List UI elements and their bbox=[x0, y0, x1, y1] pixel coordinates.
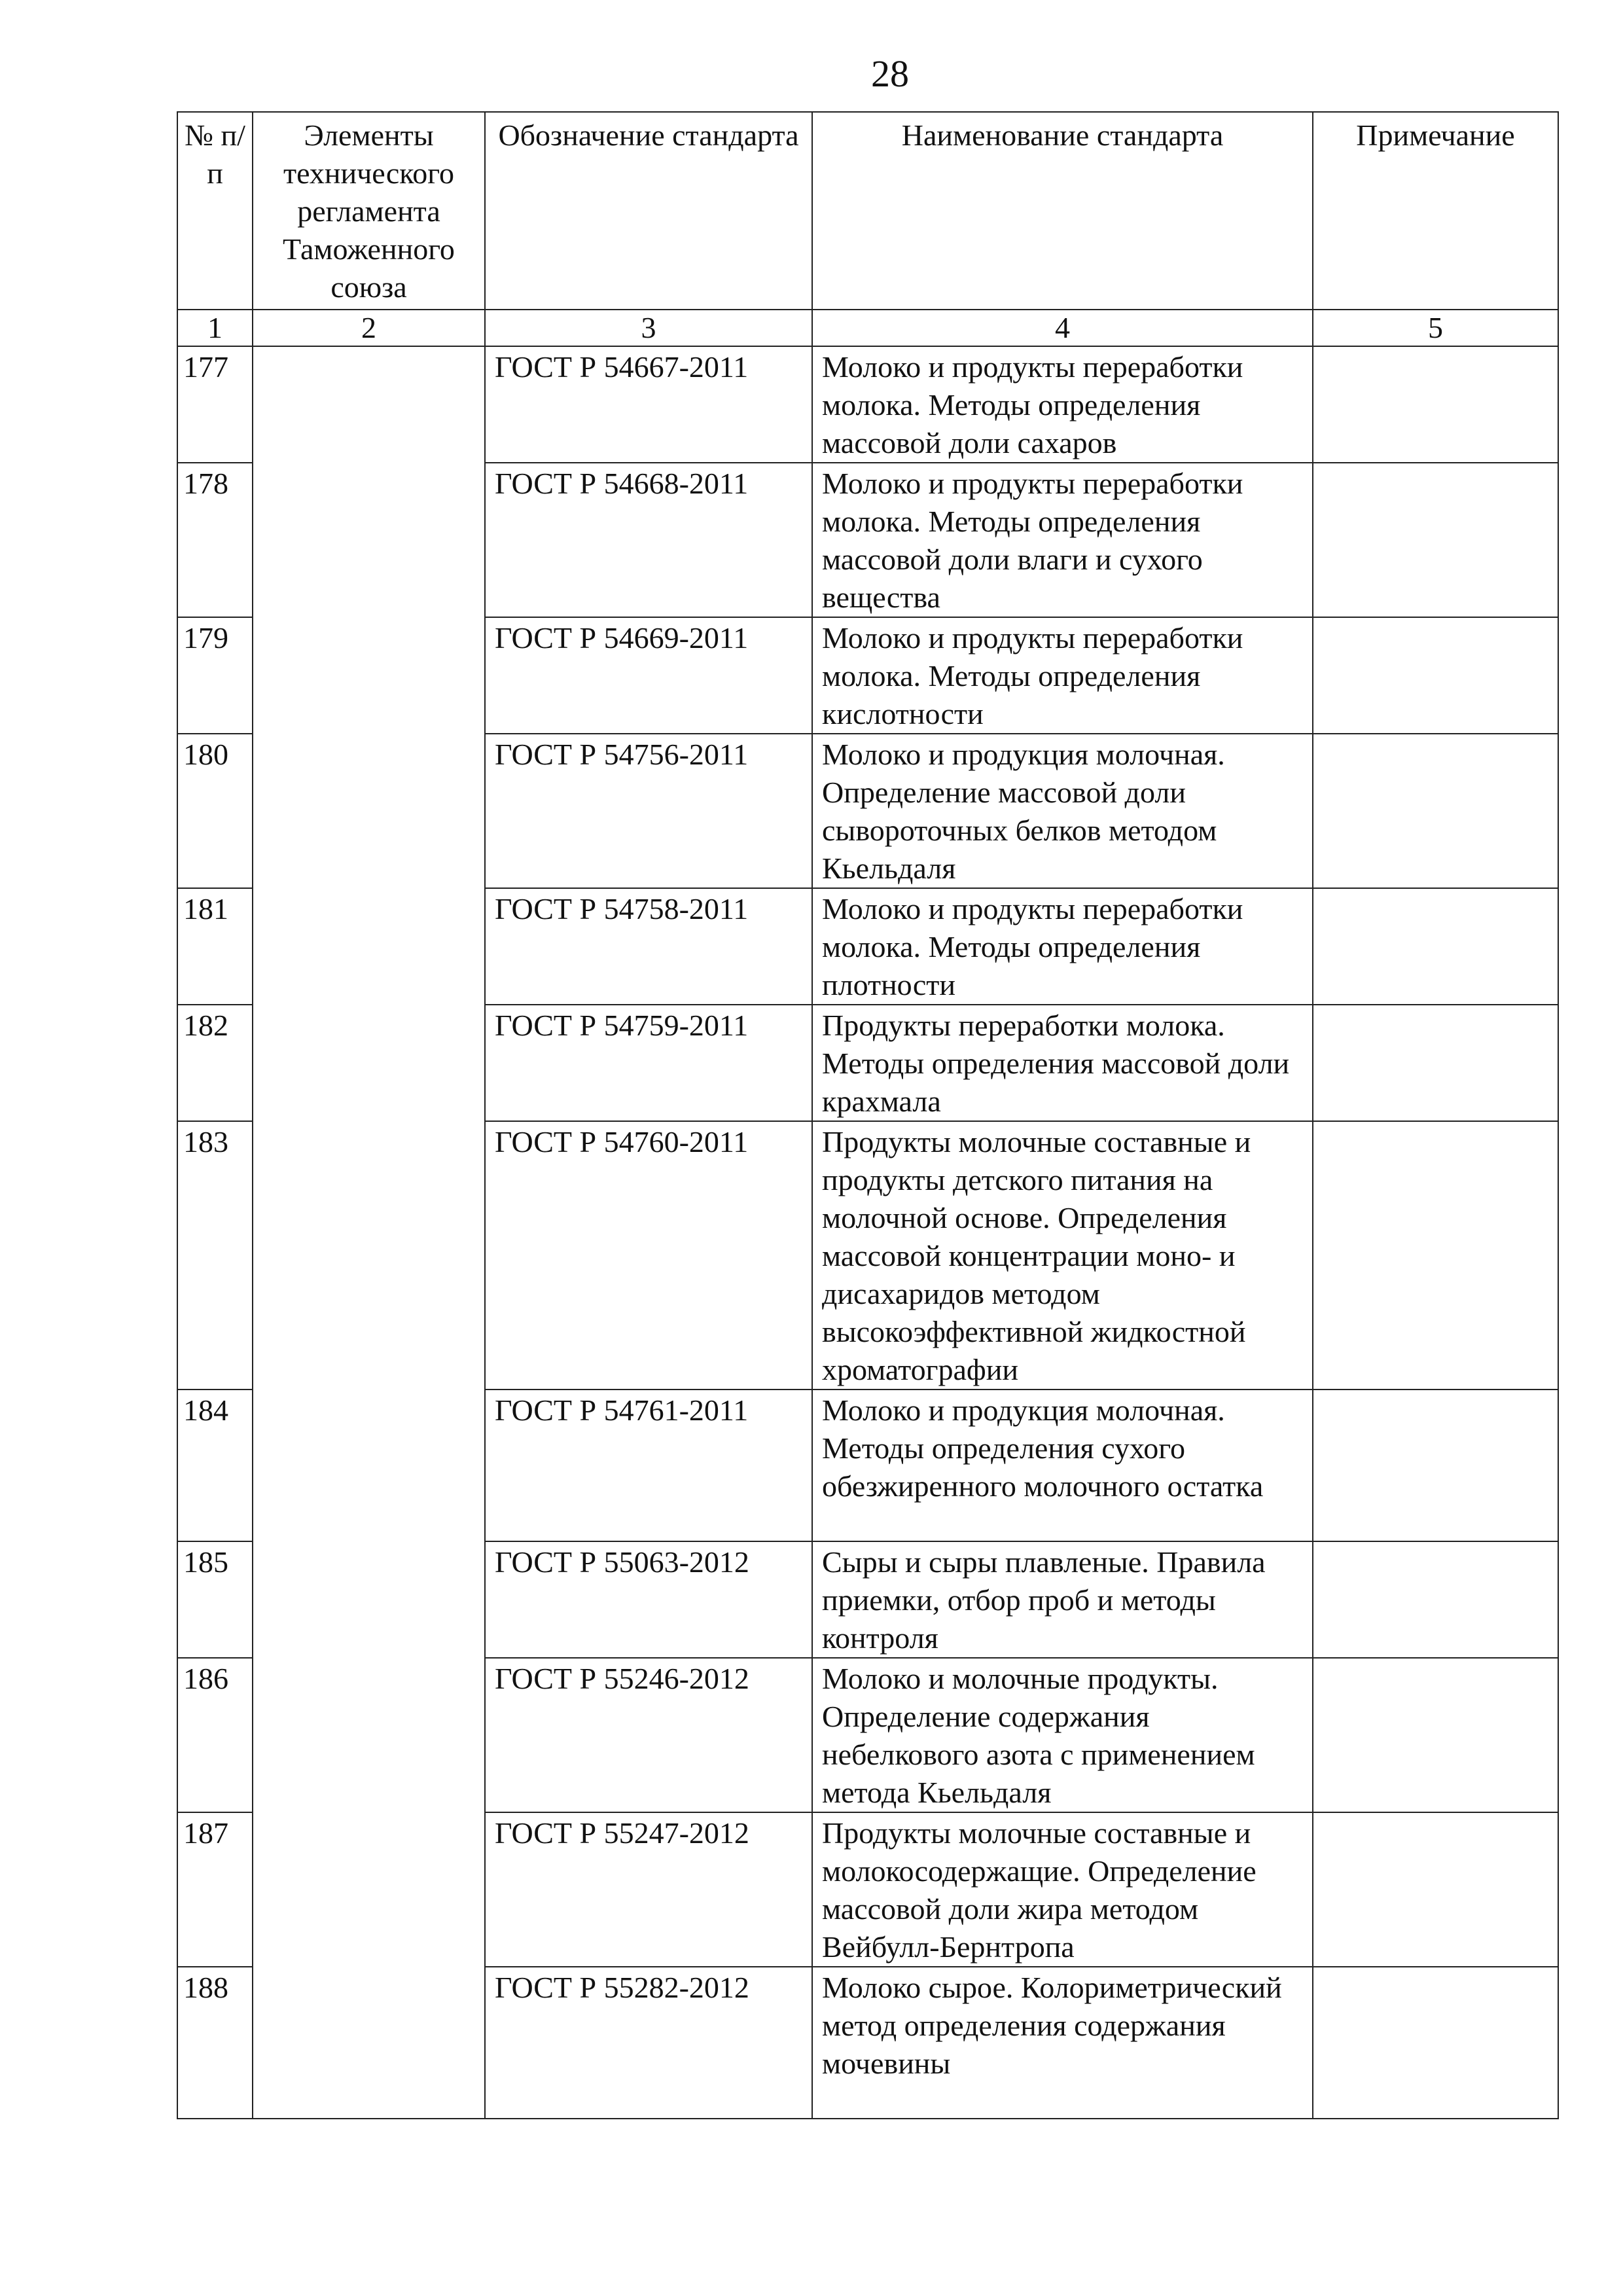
row-number: 180 bbox=[177, 734, 253, 888]
row-number: 184 bbox=[177, 1390, 253, 1541]
standard-name: Молоко и продукты переработки молока. Методы определения массовой доли сахаров bbox=[812, 346, 1313, 463]
column-number: 5 bbox=[1313, 310, 1558, 346]
standard-code: ГОСТ Р 54761-2011 bbox=[485, 1390, 812, 1541]
standard-name: Молоко и продукты переработки молока. Методы определения кислотности bbox=[812, 617, 1313, 734]
table-header bbox=[177, 112, 1558, 310]
standard-name: Продукты молочные составные и продукты детского питания на молочной основе. Определения массовой концентрации моно- и дисахаридов методом высокоэффективной жидкостной хроматографии bbox=[812, 1121, 1313, 1390]
standard-code: ГОСТ Р 54667-2011 bbox=[485, 346, 812, 463]
standard-note bbox=[1313, 1541, 1558, 1658]
row-number: 177 bbox=[177, 346, 253, 463]
standard-name: Сыры и сыры плавленые. Правила приемки, отбор проб и методы контроля bbox=[812, 1541, 1313, 1658]
header-designation: Обозначение стандарта bbox=[485, 112, 812, 310]
column-number-row bbox=[177, 310, 1558, 346]
standard-name: Молоко и молочные продукты. Определение содержания небелкового азота с применением метода Кьельдаля bbox=[812, 1658, 1313, 1812]
row-number: 183 bbox=[177, 1121, 253, 1390]
standard-note bbox=[1313, 346, 1558, 463]
row-number: 179 bbox=[177, 617, 253, 734]
standard-note bbox=[1313, 1390, 1558, 1541]
row-number: 185 bbox=[177, 1541, 253, 1658]
row-number: 188 bbox=[177, 1967, 253, 2119]
standard-code: ГОСТ Р 54756-2011 bbox=[485, 734, 812, 888]
column-number: 3 bbox=[485, 310, 812, 346]
standard-note bbox=[1313, 1812, 1558, 1967]
standard-note bbox=[1313, 888, 1558, 1005]
row-elements bbox=[253, 346, 485, 2119]
standard-code: ГОСТ Р 54758-2011 bbox=[485, 888, 812, 1005]
standard-note bbox=[1313, 1967, 1558, 2119]
standard-note bbox=[1313, 617, 1558, 734]
standard-name: Продукты переработки молока. Методы определения массовой доли крахмала bbox=[812, 1005, 1313, 1121]
table-row bbox=[177, 346, 1558, 463]
standard-code: ГОСТ Р 55282-2012 bbox=[485, 1967, 812, 2119]
row-number: 181 bbox=[177, 888, 253, 1005]
row-number: 187 bbox=[177, 1812, 253, 1967]
standard-note bbox=[1313, 1658, 1558, 1812]
row-number: 178 bbox=[177, 463, 253, 617]
standard-name: Молоко и продукты переработки молока. Методы определения плотности bbox=[812, 888, 1313, 1005]
column-number: 1 bbox=[177, 310, 253, 346]
row-number: 186 bbox=[177, 1658, 253, 1812]
standard-note bbox=[1313, 734, 1558, 888]
row-number: 182 bbox=[177, 1005, 253, 1121]
table-body bbox=[177, 310, 1558, 2119]
standard-note bbox=[1313, 1121, 1558, 1390]
standard-code: ГОСТ Р 54668-2011 bbox=[485, 463, 812, 617]
page-number: 28 bbox=[871, 52, 909, 95]
standard-name: Молоко и продукты переработки молока. Методы определения массовой доли влаги и сухого вещества bbox=[812, 463, 1313, 617]
standard-name: Продукты молочные составные и молокосодержащие. Определение массовой доли жира методом Вейбулл-Бернтропа bbox=[812, 1812, 1313, 1967]
header-elements: Элементы технического регламента Таможенного союза bbox=[253, 112, 485, 310]
standard-code: ГОСТ Р 55063-2012 bbox=[485, 1541, 812, 1658]
standard-code: ГОСТ Р 54759-2011 bbox=[485, 1005, 812, 1121]
standard-code: ГОСТ Р 54669-2011 bbox=[485, 617, 812, 734]
header-name: Наименование стандарта bbox=[812, 112, 1313, 310]
column-number: 2 bbox=[253, 310, 485, 346]
standards-table bbox=[177, 111, 1559, 2119]
column-number: 4 bbox=[812, 310, 1313, 346]
header-num: № п/п bbox=[177, 112, 253, 310]
standard-name: Молоко сырое. Колориметрический метод определения содержания мочевины bbox=[812, 1967, 1313, 2119]
standard-code: ГОСТ Р 55247-2012 bbox=[485, 1812, 812, 1967]
standard-note bbox=[1313, 1005, 1558, 1121]
standard-note bbox=[1313, 463, 1558, 617]
standard-name: Молоко и продукция молочная. Определение массовой доли сывороточных белков методом Кьельдаля bbox=[812, 734, 1313, 888]
standard-name: Молоко и продукция молочная. Методы определения сухого обезжиренного молочного остатка bbox=[812, 1390, 1313, 1541]
standard-code: ГОСТ Р 54760-2011 bbox=[485, 1121, 812, 1390]
standard-code: ГОСТ Р 55246-2012 bbox=[485, 1658, 812, 1812]
header-note: Примечание bbox=[1313, 112, 1558, 310]
